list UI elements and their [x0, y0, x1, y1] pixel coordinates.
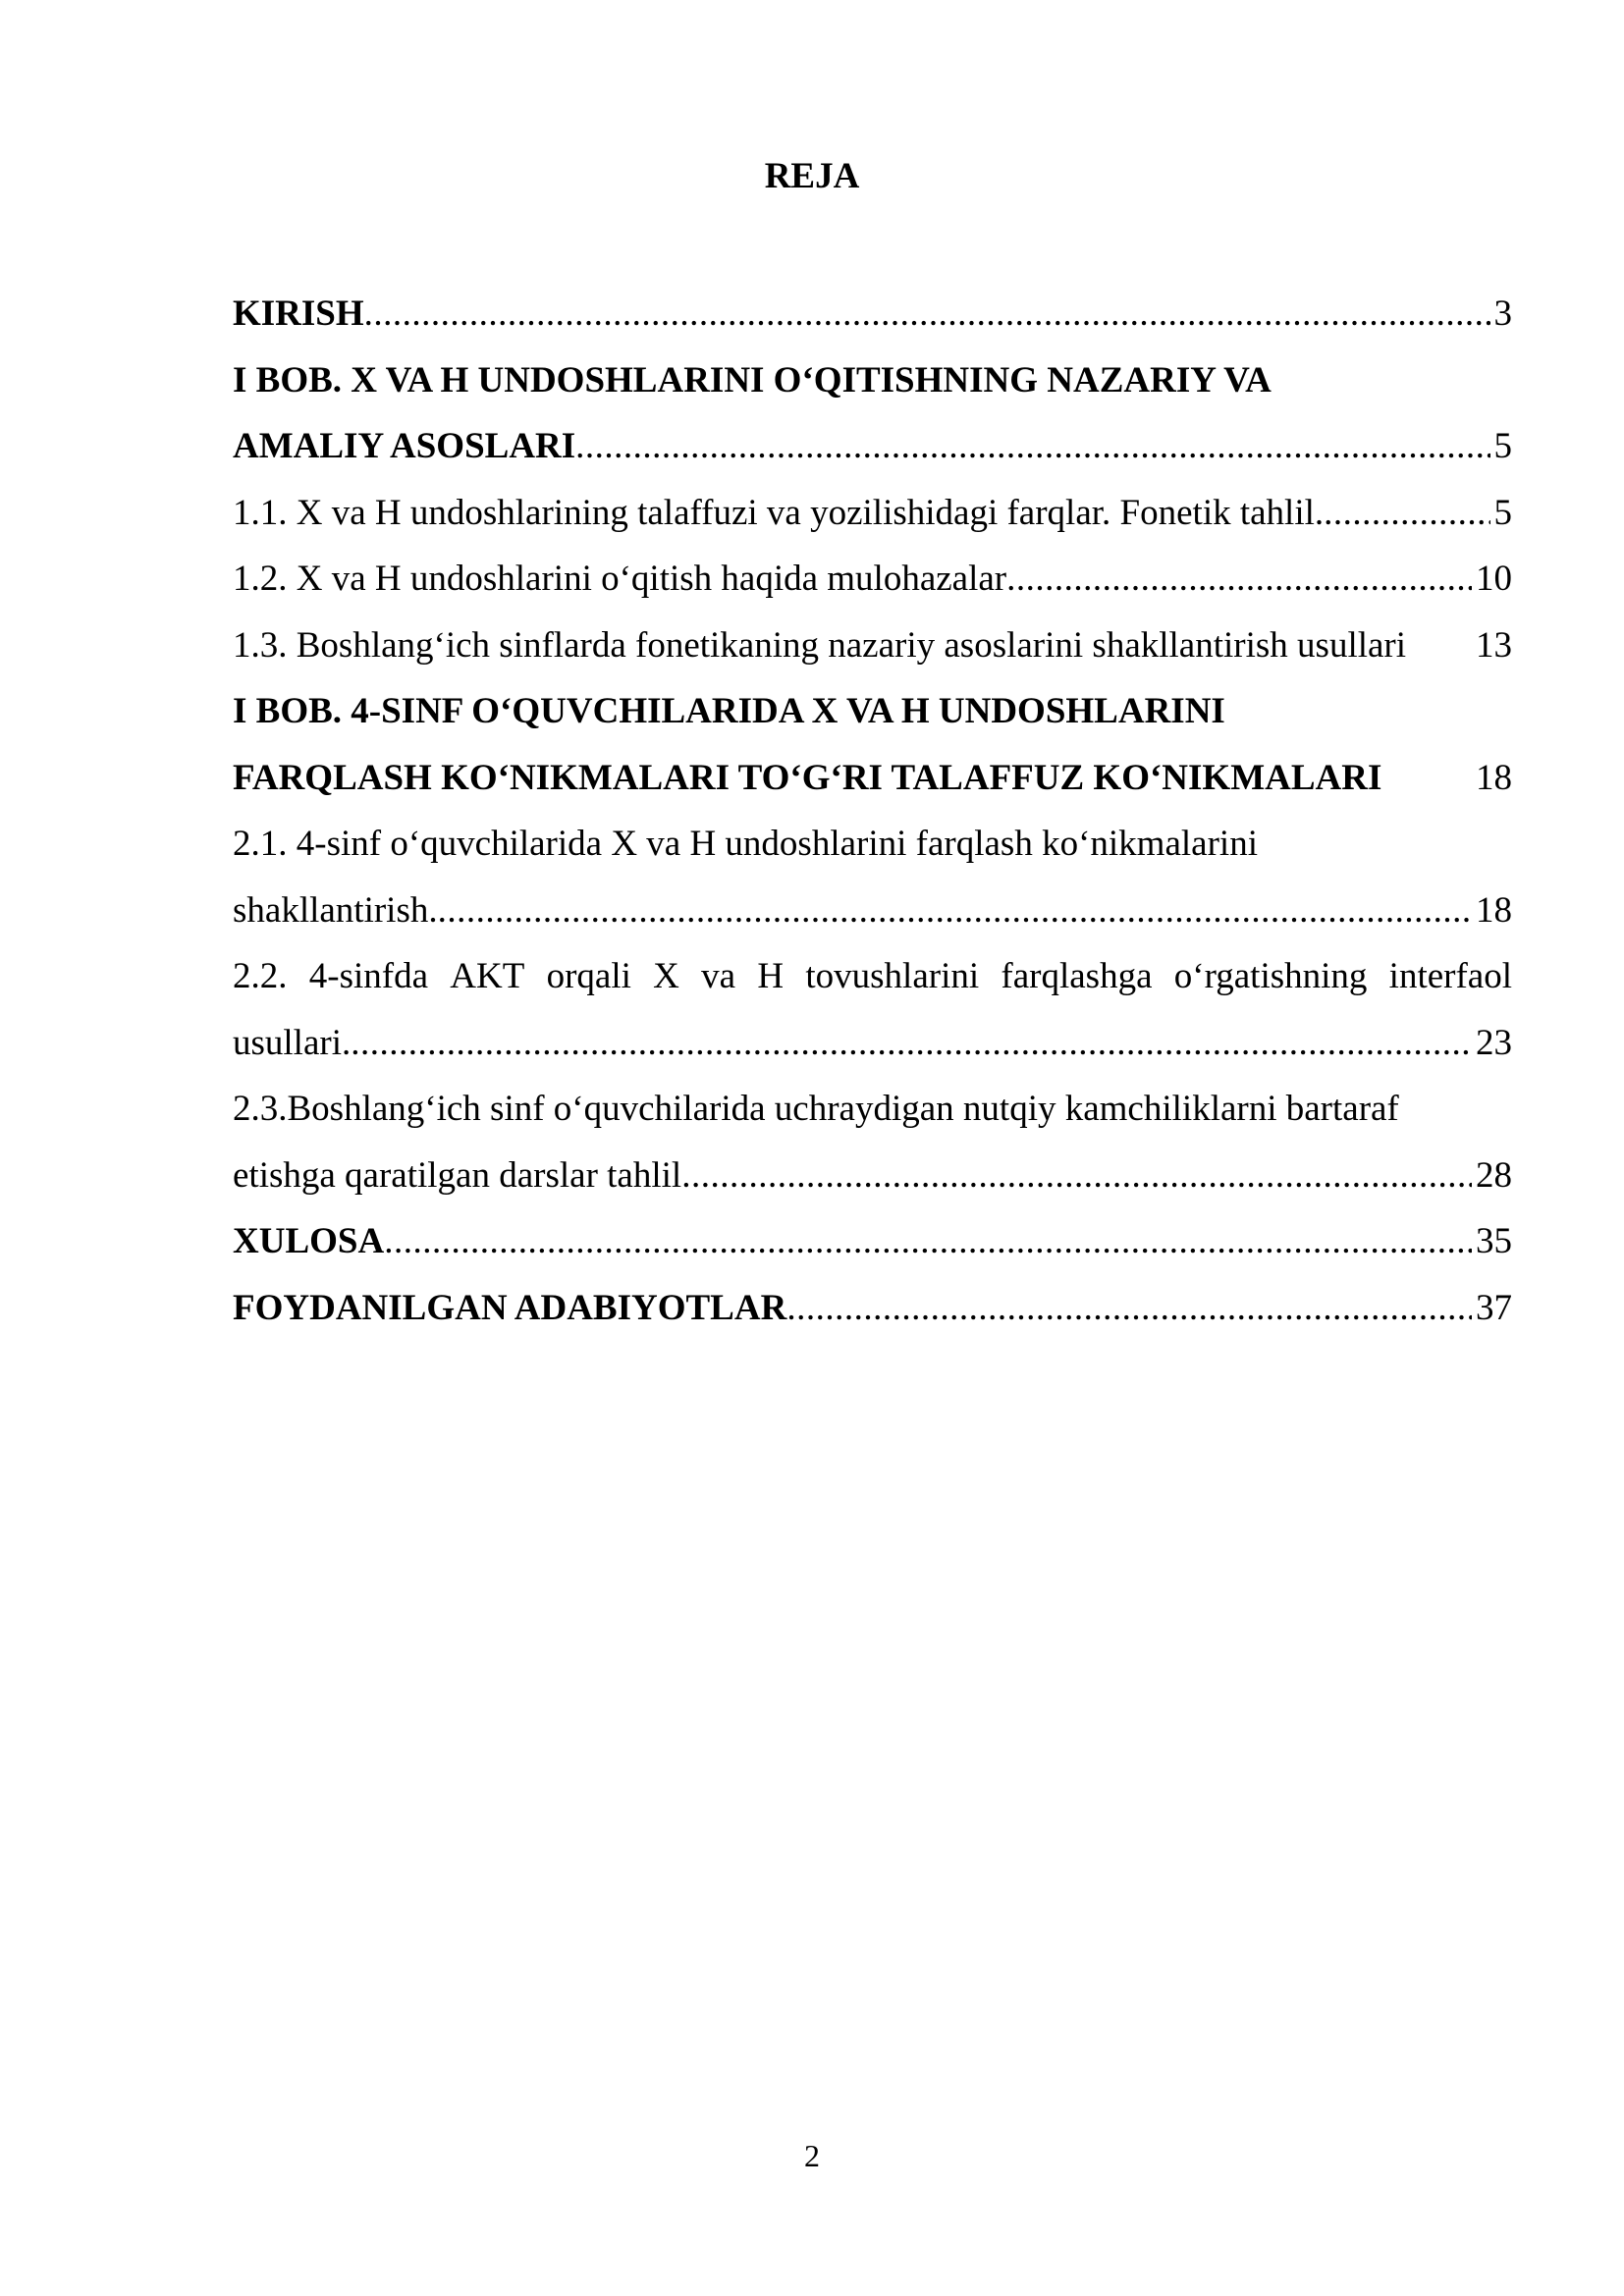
toc-page-number: 35: [1476, 1221, 1512, 1261]
toc-word: 4-sinfda: [308, 956, 429, 996]
page-title: REJA: [764, 156, 860, 196]
toc-word: H: [757, 956, 785, 996]
dot-leader: [364, 289, 1490, 340]
toc-section-2-3-line2[interactable]: [233, 1150, 1512, 1217]
toc-entry-label: I BOB. 4-SINF O‘QUVCHILARIDA X VA H UNDOSHLARINI: [233, 691, 1225, 731]
toc-page-number: 23: [1476, 1022, 1512, 1063]
dot-leader: [1006, 554, 1472, 605]
toc-page-number: 18: [1476, 757, 1512, 798]
dot-leader: [575, 421, 1489, 472]
toc-entry-label: usullari.: [233, 1022, 352, 1063]
dot-leader: [1324, 488, 1489, 539]
toc-page-number: 5: [1493, 426, 1512, 466]
toc-section-2-3-line1[interactable]: [233, 1084, 1512, 1150]
toc-word: tovushlarini: [805, 956, 980, 996]
toc-entry-label: etishga qaratilgan darslar tahlil: [233, 1154, 682, 1196]
toc-section-2-1-line1[interactable]: [233, 819, 1512, 885]
toc-page-number: 13: [1476, 624, 1512, 666]
toc-word: X: [653, 956, 679, 996]
toc-word: farqlashga: [1001, 956, 1153, 996]
toc-word: interfaol: [1388, 956, 1512, 996]
toc-chapter-1-line2[interactable]: [233, 421, 1512, 488]
toc-section-1-3[interactable]: [233, 620, 1512, 687]
toc-section-2-2-line2[interactable]: [233, 1018, 1512, 1085]
toc-entry-label: 1.3. Boshlang‘ich sinflarda fonetikaning nazariy asoslarini shakllantirish usullari: [233, 624, 1407, 666]
dot-leader: [384, 1216, 1472, 1267]
dot-leader: [681, 1150, 1472, 1201]
toc-entry-label: XULOSA: [233, 1221, 385, 1261]
toc-section-2-1-line2[interactable]: [233, 885, 1512, 952]
dot-leader: [351, 1018, 1472, 1069]
toc-word: o‘rgatishning: [1173, 956, 1368, 996]
toc-word: AKT: [450, 956, 525, 996]
toc-word: orqali: [546, 956, 631, 996]
toc-word: va: [701, 956, 736, 996]
toc-page-number: 10: [1476, 559, 1512, 599]
toc-section-1-2[interactable]: [233, 554, 1512, 620]
toc-entry-label: 2.1. 4-sinf o‘quvchilarida X va H undoshlarini farqlash ko‘nikmalarini: [233, 824, 1258, 864]
toc-entry-label: I BOB. X VA H UNDOSHLARINI O‘QITISHNING NAZARIY VA: [233, 359, 1272, 400]
toc-page-number: 5: [1493, 492, 1512, 533]
toc-page-number: 18: [1476, 889, 1512, 931]
toc-entry-xulosa[interactable]: [233, 1216, 1512, 1283]
toc-section-1-1[interactable]: [233, 488, 1512, 555]
toc-entry-label: 2.3.Boshlang‘ich sinf o‘quvchilarida uchraydigan nutqiy kamchiliklarni bartaraf: [233, 1089, 1399, 1129]
toc-section-2-2-line1[interactable]: [233, 951, 1512, 1018]
toc-entry-label: KIRISH: [233, 294, 364, 334]
toc-word: 2.2.: [233, 956, 288, 996]
page-number: 2: [804, 2138, 820, 2173]
toc-entry-label: shakllantirish.: [233, 889, 438, 931]
toc-page-number: 37: [1476, 1287, 1512, 1328]
table-of-contents: [233, 289, 1512, 1349]
toc-page-number: 28: [1476, 1154, 1512, 1196]
dot-leader: [438, 885, 1472, 936]
toc-entry-label: AMALIY ASOSLARI: [233, 426, 576, 466]
toc-entry-label: FOYDANILGAN ADABIYOTLAR: [233, 1287, 787, 1328]
toc-page-number: 3: [1493, 294, 1512, 334]
toc-chapter-2-line2[interactable]: [233, 753, 1512, 820]
toc-chapter-1-line1[interactable]: [233, 355, 1512, 422]
toc-entry-kirish[interactable]: [233, 289, 1512, 355]
toc-entry-label: FARQLASH KO‘NIKMALARI TO‘G‘RI TALAFFUZ KO‘NIKMALARI: [233, 757, 1382, 798]
toc-chapter-2-line1[interactable]: [233, 686, 1512, 753]
dot-leader: [786, 1283, 1472, 1334]
toc-entry-label: 1.1. X va H undoshlarining talaffuzi va yozilishidagi farqlar. Fonetik tahlil.: [233, 492, 1325, 533]
toc-entry-label: 1.2. X va H undoshlarini o‘qitish haqida mulohazalar: [233, 559, 1007, 599]
toc-entry-adabiyotlar[interactable]: [233, 1283, 1512, 1350]
